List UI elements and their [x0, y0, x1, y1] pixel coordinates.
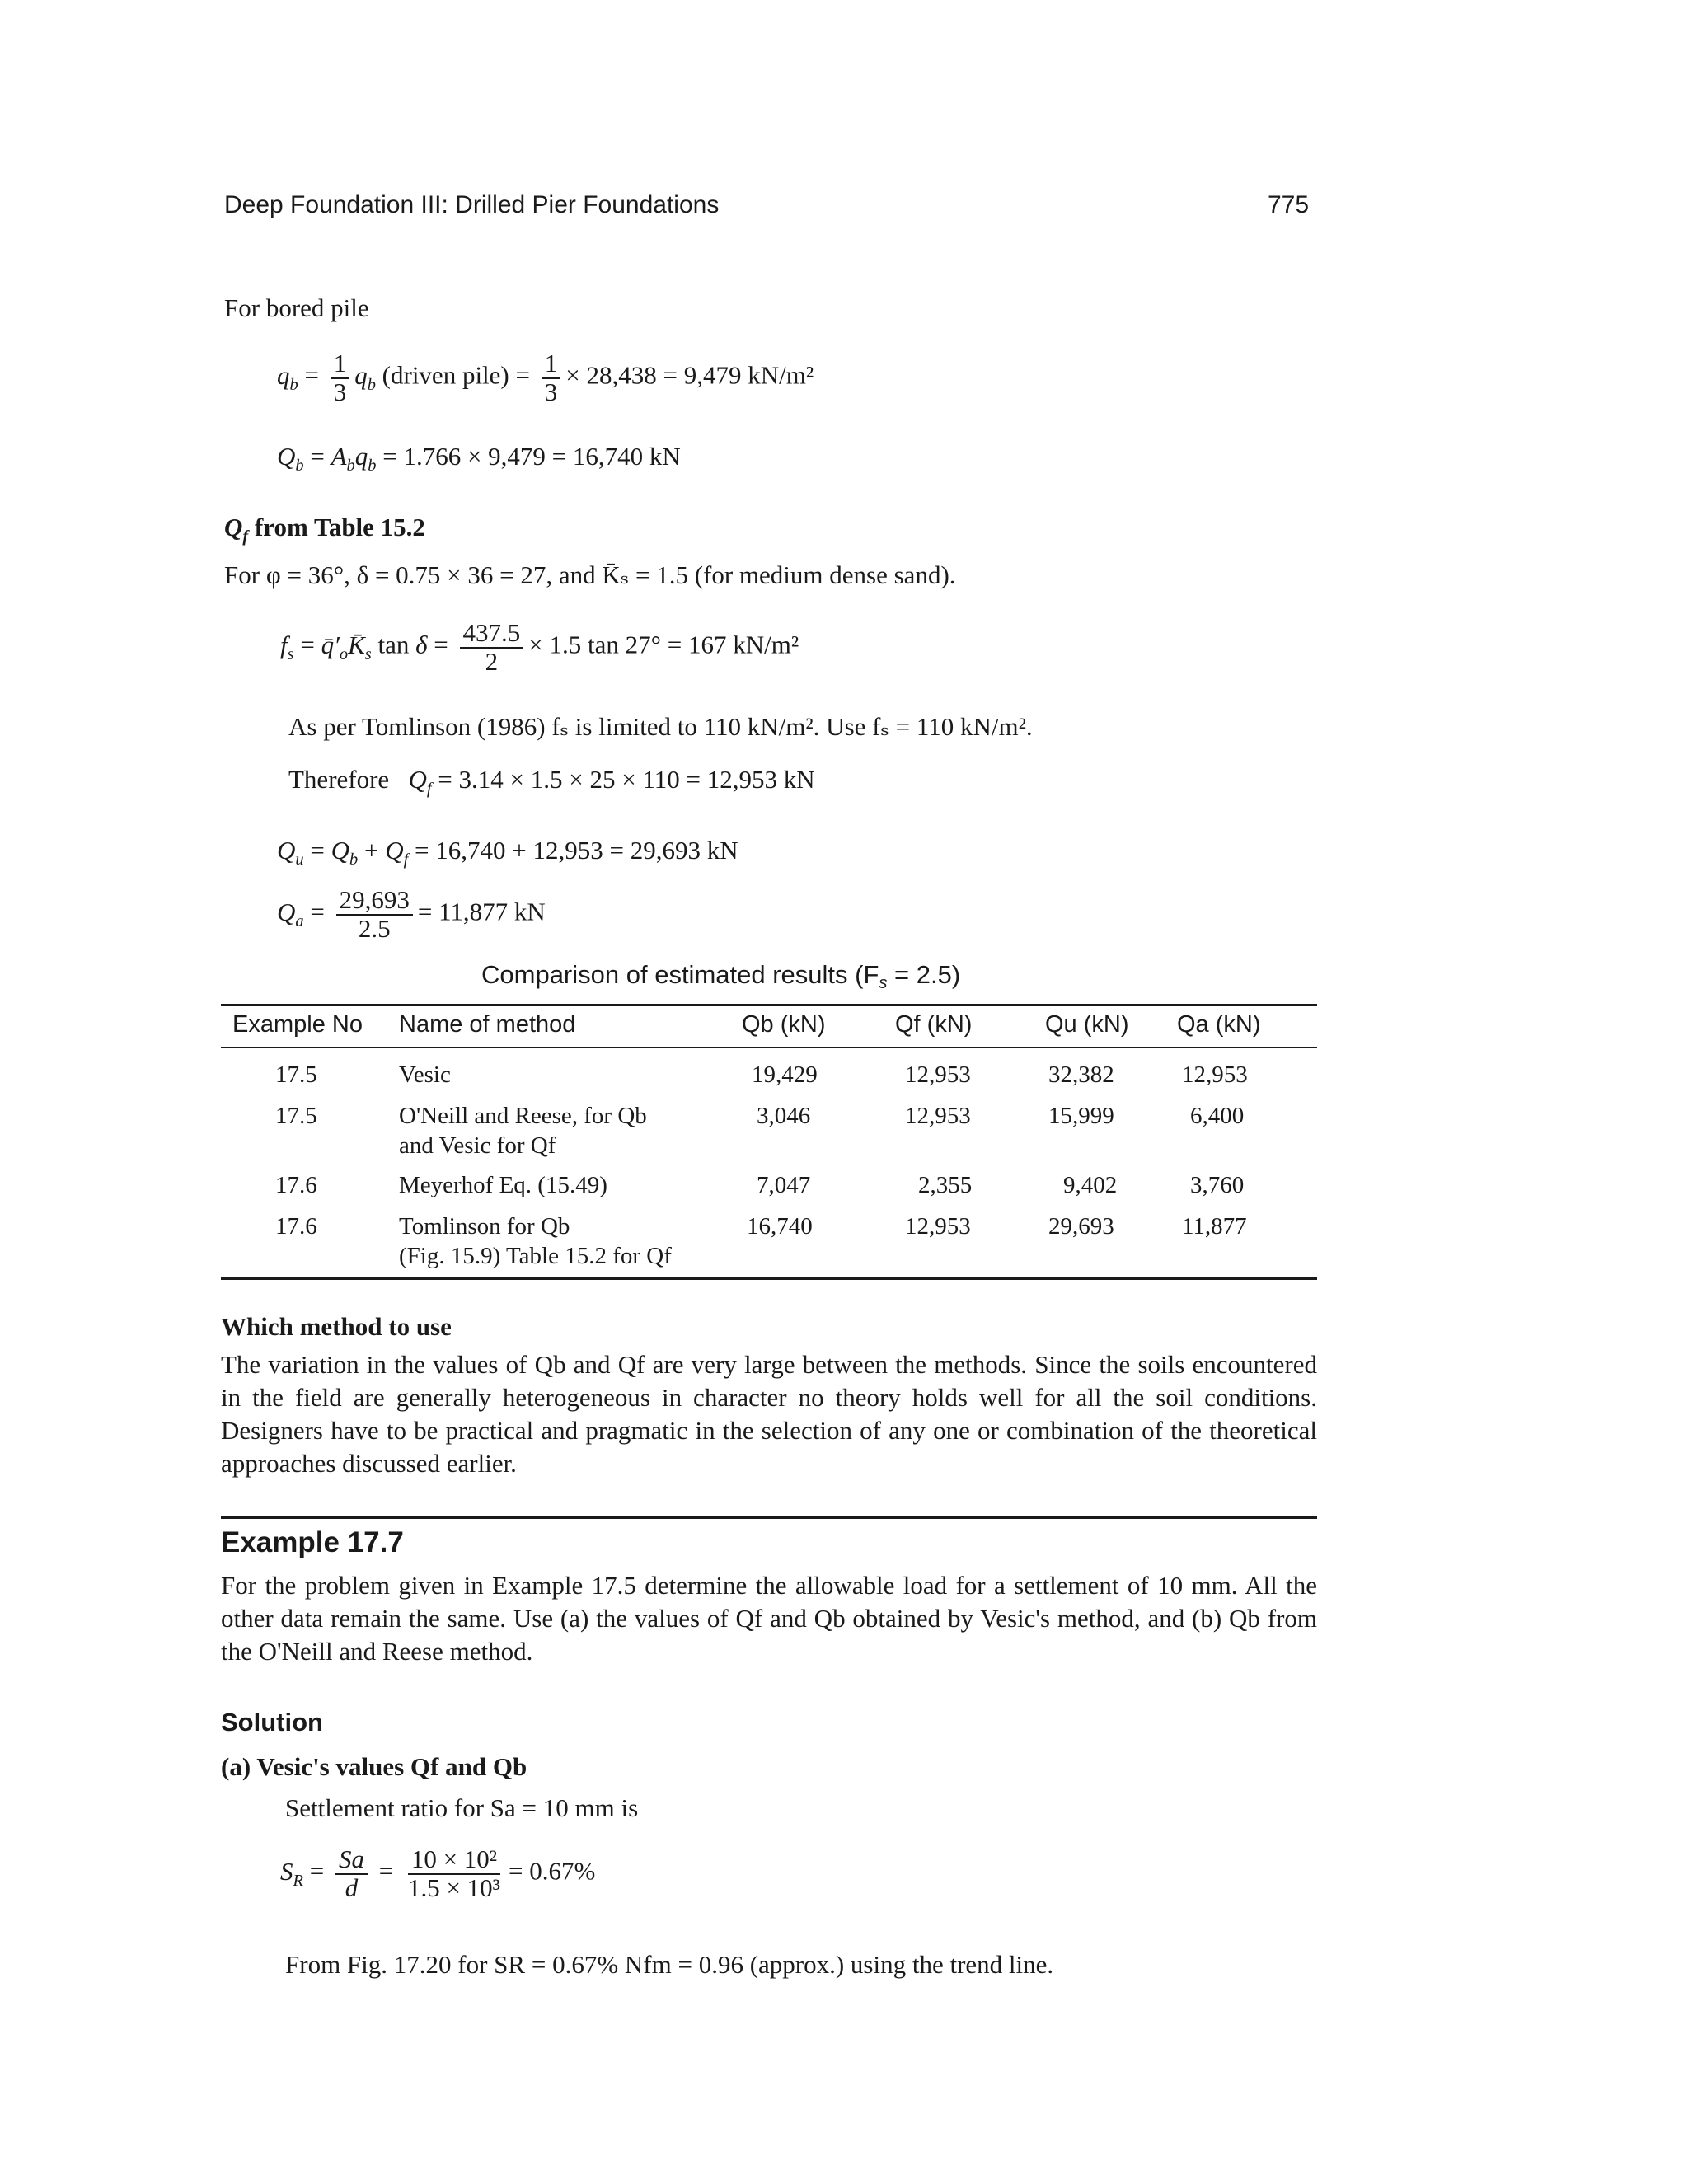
- row-qf: 12,953: [905, 1103, 971, 1129]
- qf-heading: $Q_f$ from Table 15.2: [224, 513, 425, 546]
- row-qb: 7,047: [757, 1172, 811, 1198]
- row-qu: 15,999: [1048, 1103, 1114, 1129]
- fs-tail: × 1.5 tan 27° = 167 kN/m²: [528, 630, 799, 659]
- table-bottom-rule: [221, 1277, 1317, 1280]
- phi-delta-line: For φ = 36°, δ = 0.75 × 36 = 27, and K̄ₛ = 1.5 (for medium dense sand).: [224, 560, 956, 589]
- which-method-heading: Which method to use: [221, 1312, 452, 1341]
- row-method-cont: and Vesic for Qf: [399, 1132, 556, 1159]
- table-caption-text: Comparison of estimated results (F: [481, 960, 879, 989]
- qb-equation: $q_b$ = $\frac{1}{3}$ $q_b$ (driven pile) = $\frac{1}{3}$ × 28,438 = 9,479 kN/m²: [277, 349, 814, 406]
- qu-equation: $Q_u = Q_b + Q_f = 16,740 + 12,953 = 29,693$ kN: [277, 836, 738, 869]
- qf-heading-text: from Table 15.2: [254, 513, 425, 541]
- qb-result: × 28,438 = 9,479 kN/m²: [565, 360, 814, 390]
- running-title: Deep Foundation III: Drilled Pier Foundations: [224, 191, 720, 218]
- fs-numerator: 437.5: [460, 620, 524, 649]
- table-row: 17.6: [275, 1172, 317, 1198]
- row-qb: 16,740: [747, 1213, 813, 1240]
- row-qa: 11,877: [1182, 1213, 1247, 1240]
- qa-tail: = 11,877 kN: [417, 897, 546, 926]
- row-qf: 12,953: [905, 1062, 971, 1088]
- col-qb: Qb (kN): [742, 1011, 826, 1038]
- qf-equation-value: = 3.14 × 1.5 × 25 × 110 = 12,953 kN: [438, 765, 815, 794]
- qa-denominator: 2.5: [358, 913, 391, 943]
- row-qu: 32,382: [1048, 1062, 1114, 1088]
- sr-den-1: d: [345, 1872, 359, 1902]
- settlement-line: Settlement ratio for Sa = 10 mm is: [285, 1793, 639, 1822]
- page-number: 775: [1268, 191, 1310, 218]
- table-row: 17.6: [275, 1213, 317, 1240]
- fs-equation: $f_s$ = $q̄'_oK̄_s$ tan δ = $\frac{437.5}{2}$ × 1.5 tan 27° = 167 kN/m²: [280, 618, 799, 676]
- tomlinson-line: As per Tomlinson (1986) fₛ is limited to 110 kN/m². Use fₛ = 110 kN/m².: [288, 712, 1033, 741]
- table-header-rule: [221, 1047, 1317, 1048]
- row-method: Vesic: [399, 1062, 451, 1088]
- col-qa: Qa (kN): [1177, 1011, 1261, 1038]
- row-method: Tomlinson for Qb: [399, 1213, 570, 1240]
- sr-num-1: Sa: [335, 1846, 368, 1875]
- qb-driven-label: (driven pile): [382, 360, 509, 390]
- qf-equation: Therefore $Q_f = 3.14 \times 1.5 \times 25 \times 110 = 12,953$ kN: [288, 765, 815, 799]
- bored-pile-intro: For bored pile: [224, 293, 369, 322]
- col-example-no: Example No: [232, 1011, 363, 1038]
- fs-denominator: 2: [485, 646, 499, 676]
- table-caption-tail: = 2.5): [887, 960, 961, 989]
- example-body: For the problem given in Example 17.5 determine the allowable load for a settlement of 10 mm. All the other data remain the same. Use (a) the values of Qf and Qb obtained by Vesic's method, and (b) Qb from the O'Neill and Reese method.: [221, 1571, 1317, 1666]
- table-caption: Comparison of estimated results (Fs = 2.5): [481, 960, 961, 992]
- part-a-heading: (a) Vesic's values Qf and Qb: [221, 1752, 528, 1781]
- table-row: 17.5: [275, 1062, 317, 1088]
- table-row: 17.5: [275, 1103, 317, 1129]
- row-qf: 12,953: [905, 1213, 971, 1240]
- Qb-equation: $Q_b = A_bq_b = 1.766 \times 9,479 = 16,740$ kN: [277, 442, 681, 476]
- table-top-rule: [221, 1004, 1317, 1006]
- row-method-cont: (Fig. 15.9) Table 15.2 for Qf: [399, 1243, 672, 1269]
- sr-result: = 0.67%: [508, 1856, 596, 1886]
- col-qu: Qu (kN): [1045, 1011, 1129, 1038]
- example-title: Example 17.7: [221, 1526, 404, 1558]
- col-qf: Qf (kN): [895, 1011, 973, 1038]
- therefore-label: Therefore: [288, 765, 390, 794]
- sr-den-2: 1.5 × 10³: [407, 1872, 500, 1902]
- row-method: Meyerhof Eq. (15.49): [399, 1172, 607, 1198]
- figure-line: From Fig. 17.20 for SR = 0.67% Nfm = 0.96 (approx.) using the trend line.: [285, 1950, 1054, 1979]
- row-qu: 9,402: [1063, 1172, 1118, 1198]
- row-qb: 19,429: [752, 1062, 818, 1088]
- sr-equation: $S_R$ = $\frac{Sa}{d}$ = $\frac{\text{10 × 10²}}{\text{1.5 × 10³}}$ = 0.67%: [280, 1844, 596, 1902]
- row-qb: 3,046: [757, 1103, 811, 1129]
- solution-heading: Solution: [221, 1708, 323, 1736]
- qu-equation-value: = 16,740 + 12,953 = 29,693 kN: [415, 836, 738, 865]
- row-qa: 12,953: [1182, 1062, 1248, 1088]
- which-method-body: The variation in the values of Qb and Qf are very large between the methods. Since the soils encountered in the field are generally heterogeneous in character no theory holds well for all the soil conditions. Designers have to be practical and pragmatic in the selection of any one or combination of the theoretical approaches discussed earlier.: [221, 1350, 1317, 1478]
- row-qf: 2,355: [918, 1172, 973, 1198]
- sr-num-2: 10 × 10²: [408, 1846, 500, 1875]
- example-rule: [221, 1516, 1317, 1519]
- row-method: O'Neill and Reese, for Qb: [399, 1103, 647, 1129]
- Qb-equation-value: = 1.766 × 9,479 = 16,740 kN: [382, 442, 681, 471]
- qa-equation: $Q_a$ = $\frac{29,693}{2.5}$ = 11,877 kN: [277, 885, 546, 943]
- col-method: Name of method: [399, 1011, 576, 1038]
- qa-numerator: 29,693: [336, 887, 413, 916]
- row-qu: 29,693: [1048, 1213, 1114, 1240]
- row-qa: 3,760: [1190, 1172, 1245, 1198]
- row-qa: 6,400: [1190, 1103, 1245, 1129]
